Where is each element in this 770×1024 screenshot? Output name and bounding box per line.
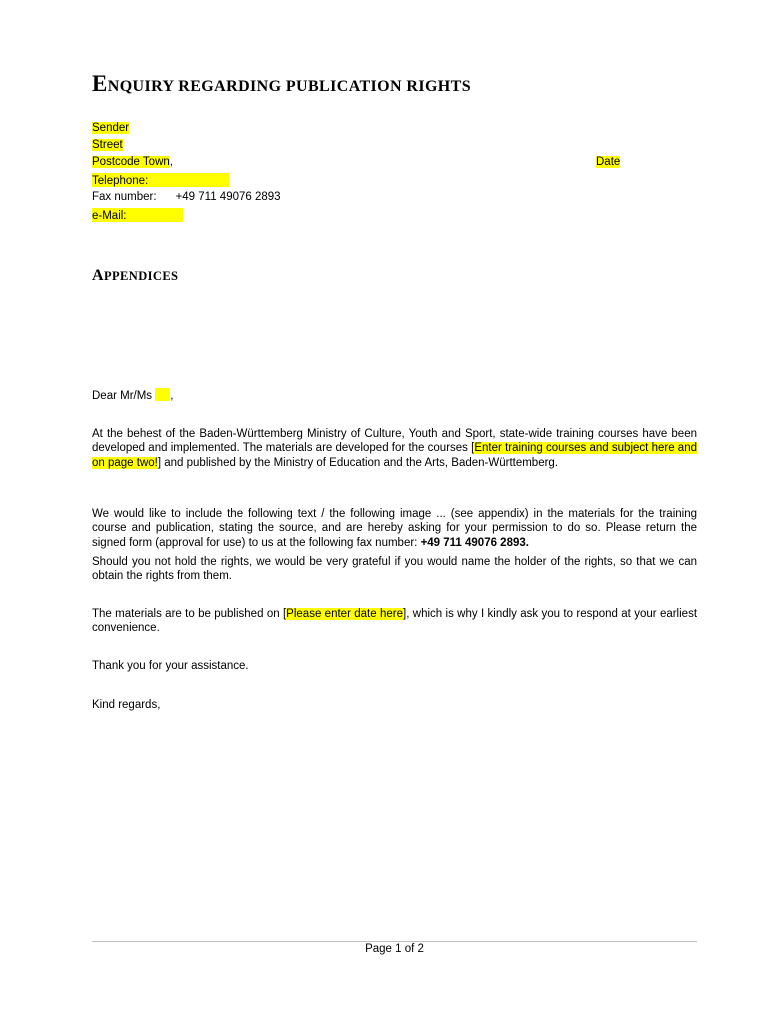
recipient-name-field[interactable] (155, 388, 170, 401)
email-line (92, 206, 183, 223)
p1-text-b: ] and published by the Ministry of Education and the Arts, Baden-Württemberg. (157, 456, 559, 469)
document-title (92, 71, 471, 97)
sender-street-field[interactable]: Street (92, 139, 123, 151)
sender-street-line (92, 137, 123, 154)
training-courses-field[interactable]: Enter training courses and subject here and on page two! (92, 442, 697, 469)
p4-text-b: ], which is why I kindly ask you to respond at your earliest convenience. (92, 608, 698, 635)
telephone-line (92, 171, 229, 188)
title-first-letter: E (92, 71, 108, 96)
p1-text-a: At the behest of the Baden-Württemberg Ministry of Culture, Youth and Sport, state-wide training courses have been developed and implemented. The materials are developed for the courses [ (92, 428, 697, 455)
paragraph-publication-date (92, 607, 697, 636)
appendices-first-letter: A (92, 267, 104, 284)
p4-text-a: The materials are to be published on [ (92, 608, 287, 620)
salutation (92, 388, 173, 405)
sender-name-field[interactable]: Sender (92, 122, 130, 134)
salutation-text: Dear Mr/Ms (92, 390, 153, 402)
paragraph-request (92, 507, 697, 550)
telephone-field[interactable]: Telephone: (92, 173, 229, 187)
fax-value: +49 711 49076 2893 (175, 191, 281, 203)
email-field[interactable]: e-Mail: (92, 208, 183, 222)
appendices-heading (92, 267, 178, 285)
fax-number-bold: +49 711 49076 2893. (420, 536, 529, 549)
fax-line (92, 189, 281, 206)
publication-date-field[interactable]: Please enter date here (286, 608, 404, 620)
date-line (596, 154, 620, 171)
p2-text: We would like to include the following text / the following image ... (see appendix) in the materials for the training course and publication, stating the source, and are hereby asking for your permission to do so. Please return the signed form (approval for use) to us at the following fax number: (92, 508, 697, 549)
postcode-separator: , (169, 156, 173, 168)
paragraph-rights-holder: Should you not hold the rights, we would be very grateful if you would name the holder of the rights, so that we can obtain the rights from them. (92, 556, 697, 583)
closing-line: Kind regards, (92, 699, 161, 711)
appendices-rest: PPENDICES (103, 269, 179, 283)
title-rest: NQUIRY REGARDING PUBLICATION RIGHTS (107, 78, 472, 95)
sender-postcode-field[interactable]: Postcode Town (92, 156, 170, 168)
date-field[interactable]: Date (596, 156, 621, 168)
page-number: Page 1 of 2 (365, 943, 424, 955)
thanks-line: Thank you for your assistance. (92, 660, 249, 672)
fax-label: Fax number: (92, 191, 157, 203)
paragraph-behest (92, 427, 697, 470)
salutation-comma: , (170, 390, 174, 402)
sender-name-line (92, 120, 129, 137)
sender-postcode-line (92, 154, 173, 171)
